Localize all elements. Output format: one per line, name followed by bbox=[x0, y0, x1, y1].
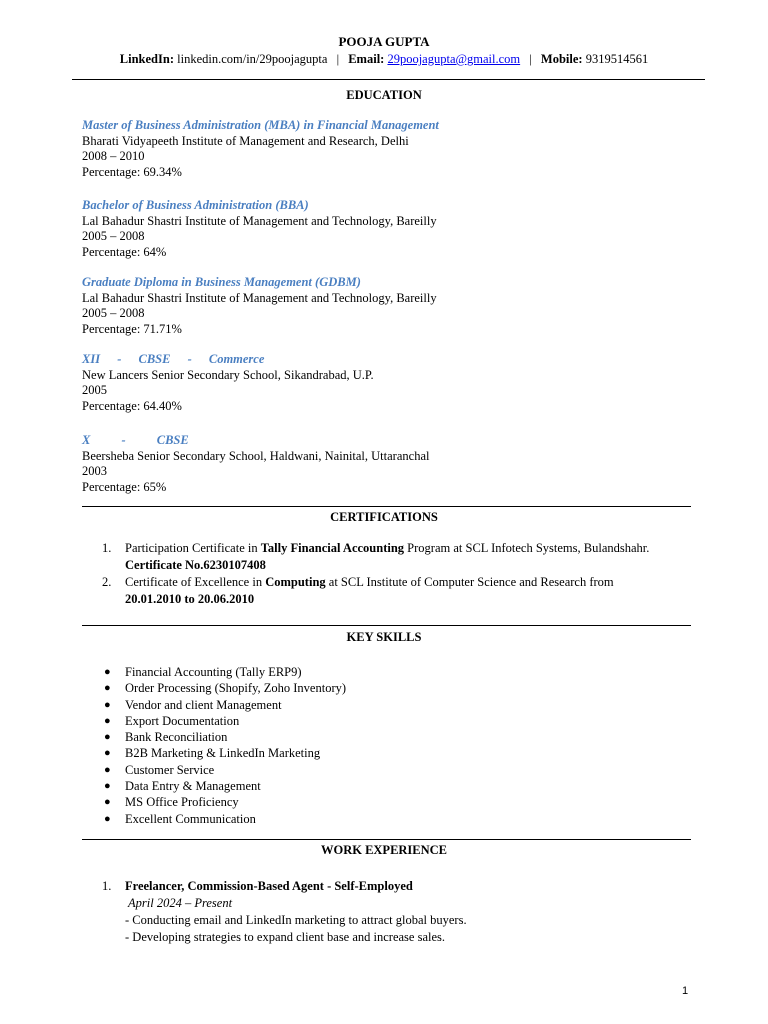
item-text: at SCL Institute of Computer Science and Research from bbox=[325, 575, 614, 589]
skill-text: Order Processing (Shopify, Zoho Inventory) bbox=[125, 681, 347, 696]
bullet-icon: ● bbox=[104, 698, 111, 711]
skill-text: Excellent Communication bbox=[125, 811, 256, 826]
percentage: Percentage: 65% bbox=[82, 479, 167, 494]
bullet-icon: ● bbox=[104, 763, 111, 776]
list-item bbox=[82, 794, 702, 810]
degree-title: Bachelor of Business Administration (BBA) bbox=[82, 198, 309, 212]
work-title: WORK EXPERIENCE bbox=[320, 843, 448, 857]
certifications-list bbox=[82, 540, 702, 608]
linkedin-value: linkedin.com/in/29poojagupta bbox=[177, 52, 328, 66]
years: 2005 bbox=[82, 383, 107, 397]
institute: Bharati Vidyapeeth Institute of Management and Research, Delhi bbox=[82, 133, 409, 148]
email-label: Email: bbox=[348, 52, 385, 66]
institute: New Lancers Senior Secondary School, Sikandrabad, U.P. bbox=[82, 367, 374, 382]
degree-title: Graduate Diploma in Business Management (GDBM) bbox=[82, 275, 361, 289]
section-divider bbox=[82, 506, 691, 507]
education-entry bbox=[82, 118, 439, 180]
skills-list bbox=[82, 664, 702, 827]
years: 2003 bbox=[82, 464, 107, 478]
years: 2005 – 2008 bbox=[82, 306, 145, 320]
certificate-number: Certificate No.6230107408 bbox=[125, 558, 266, 572]
bullet-icon: ● bbox=[104, 812, 111, 825]
percentage: Percentage: 71.71% bbox=[82, 321, 182, 336]
list-item bbox=[82, 778, 702, 794]
degree-title: X - CBSE bbox=[82, 433, 189, 447]
work-list bbox=[82, 878, 702, 946]
list-item bbox=[82, 878, 702, 946]
list-item bbox=[82, 713, 702, 729]
percentage: Percentage: 64.40% bbox=[82, 398, 182, 413]
percentage: Percentage: 64% bbox=[82, 244, 167, 259]
certifications-title: CERTIFICATIONS bbox=[330, 510, 438, 524]
job-role: Freelancer, Commission-Based Agent - Self-Employed bbox=[125, 879, 413, 893]
skill-text: Customer Service bbox=[125, 762, 215, 777]
candidate-name: POOJA GUPTA bbox=[338, 34, 430, 49]
skill-text: Vendor and client Management bbox=[125, 697, 282, 712]
institute: Lal Bahadur Shastri Institute of Management and Technology, Bareilly bbox=[82, 290, 437, 305]
bullet-icon: ● bbox=[104, 666, 111, 678]
separator: | bbox=[336, 52, 340, 66]
list-item bbox=[82, 697, 702, 713]
bullet-icon: ● bbox=[104, 780, 111, 793]
item-number: 1. bbox=[102, 879, 112, 893]
education-entry bbox=[82, 433, 429, 495]
item-number: 2. bbox=[102, 575, 112, 589]
separator: | bbox=[529, 52, 532, 66]
section-divider bbox=[82, 625, 691, 626]
skill-text: Data Entry & Management bbox=[125, 779, 261, 794]
institute: Beersheba Senior Secondary School, Haldwani, Nainital, Uttaranchal bbox=[82, 448, 430, 463]
years: 2005 – 2008 bbox=[82, 229, 145, 243]
job-dates: April 2024 – Present bbox=[128, 896, 233, 910]
mobile-value: 9319514561 bbox=[585, 52, 649, 66]
item-bold: Tally Financial Accounting bbox=[260, 541, 405, 555]
bullet-icon: ● bbox=[104, 796, 111, 809]
skills-title: KEY SKILLS bbox=[346, 630, 422, 644]
institute: Lal Bahadur Shastri Institute of Management and Technology, Bareilly bbox=[82, 213, 437, 228]
list-item bbox=[82, 574, 702, 608]
education-title: EDUCATION bbox=[346, 88, 422, 102]
email-link[interactable]: 29poojagupta@gmail.com bbox=[387, 52, 521, 66]
item-bold: Computing bbox=[265, 575, 326, 589]
education-entry bbox=[82, 198, 437, 260]
skill-text: MS Office Proficiency bbox=[125, 795, 239, 810]
job-point: - Conducting email and LinkedIn marketing to attract global buyers. bbox=[125, 913, 467, 927]
section-divider bbox=[82, 839, 691, 840]
linkedin-label: LinkedIn: bbox=[119, 52, 174, 66]
list-item bbox=[82, 540, 702, 574]
skill-text: Bank Reconciliation bbox=[125, 730, 228, 745]
education-entry bbox=[82, 352, 374, 414]
bullet-icon: ● bbox=[104, 747, 111, 760]
item-text: Certificate of Excellence in bbox=[125, 575, 266, 589]
degree-title: XII - CBSE - Commerce bbox=[82, 352, 265, 366]
list-item bbox=[82, 664, 702, 680]
list-item bbox=[82, 745, 702, 761]
list-item bbox=[82, 680, 702, 696]
list-item bbox=[82, 762, 702, 778]
degree-title: Master of Business Administration (MBA) in Financial Management bbox=[82, 118, 439, 132]
page-number: 1 bbox=[682, 985, 689, 997]
list-item bbox=[82, 729, 702, 745]
bullet-icon: ● bbox=[104, 731, 111, 744]
job-point: - Developing strategies to expand client base and increase sales. bbox=[125, 930, 446, 944]
header-divider bbox=[72, 79, 705, 80]
bullet-icon: ● bbox=[104, 714, 111, 727]
bullet-icon: ● bbox=[104, 682, 111, 695]
skill-text: B2B Marketing & LinkedIn Marketing bbox=[125, 746, 321, 761]
item-text: Program at SCL Infotech Systems, Bulandshahr. bbox=[404, 541, 650, 555]
years: 2008 – 2010 bbox=[82, 149, 145, 163]
item-number: 1. bbox=[102, 541, 112, 555]
item-text: Participation Certificate in bbox=[125, 541, 261, 555]
list-item bbox=[82, 811, 702, 827]
education-entry bbox=[82, 275, 437, 337]
skill-text: Financial Accounting (Tally ERP9) bbox=[125, 665, 302, 679]
mobile-label: Mobile: bbox=[540, 52, 583, 66]
percentage: Percentage: 69.34% bbox=[82, 164, 182, 179]
certificate-dates: 20.01.2010 to 20.06.2010 bbox=[125, 592, 255, 606]
contact-line bbox=[0, 52, 768, 67]
skill-text: Export Documentation bbox=[125, 713, 240, 728]
